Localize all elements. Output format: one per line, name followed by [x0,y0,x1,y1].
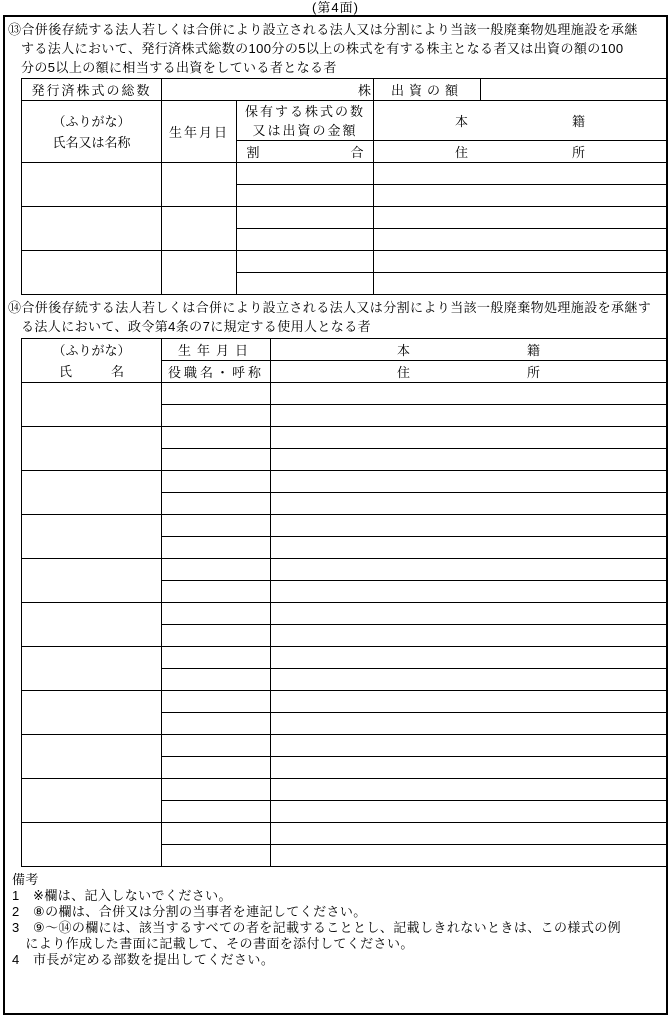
name-entry-cell [22,779,162,823]
birthdate-entry-cell [162,207,237,251]
name-entry-cell [22,515,162,559]
registered-domicile-entry-cell [271,647,667,669]
birthdate-entry-cell [162,779,271,801]
entry-row [22,823,667,845]
address-entry-cell [271,493,667,515]
address-entry-cell [271,405,667,427]
birthdate-entry-cell [162,251,237,295]
section-14-line-1: ⑭合併後存続する法人若しくは合併により設立される法人又は分割により当該一般廃棄物処理施設を承継す [8,300,652,315]
role-entry-cell [162,405,271,427]
role-entry-cell [162,537,271,559]
name-entry-cell [22,427,162,471]
name-entry-cell [22,603,162,647]
registered-domicile-entry-cell [271,471,667,493]
name-entry-cell [22,647,162,691]
ratio-entry-cell [237,273,374,295]
address-entry-cell [374,273,667,295]
entry-row [22,427,667,449]
birthdate-entry-cell [162,163,237,207]
birthdate-entry-cell [162,823,271,845]
employees-table [21,338,667,867]
role-title-header: 役職名・呼称 [162,361,271,383]
entry-row [22,647,667,669]
ratio-header: 割 合 [237,141,374,163]
role-entry-cell [162,669,271,691]
address-entry-cell [271,757,667,779]
birthdate-entry-cell [162,647,271,669]
ratio-entry-cell [237,229,374,251]
employees-entry-rows [22,383,667,867]
investment-amount-label: 出資の額 [374,79,481,101]
entry-row [22,163,667,185]
entry-row [22,515,667,537]
table-header-row [22,101,667,141]
name-entry-cell [22,207,162,251]
registered-domicile-entry-cell [271,691,667,713]
registered-domicile-entry-cell [271,735,667,757]
role-entry-cell [162,493,271,515]
name-label: 氏名又は名称 [52,134,131,150]
entry-row [22,779,667,801]
entry-row [22,207,667,229]
registered-domicile-entry-cell [271,383,667,405]
registered-domicile-entry-cell [374,207,667,229]
name-entry-cell [22,383,162,427]
registered-domicile-entry-cell [271,779,667,801]
entry-row [22,691,667,713]
birthdate-entry-cell [162,427,271,449]
entry-row [22,559,667,581]
name-entry-cell [22,823,162,867]
birthdate-entry-cell [162,559,271,581]
total-shares-value-cell [162,79,374,101]
shares-unit-label: 株 [358,83,372,98]
page-number-title: (第4面) [312,0,359,15]
address-entry-cell [271,449,667,471]
birthdate-column-header: 生年月日 [162,101,237,163]
birthdate-entry-cell [162,691,271,713]
total-shares-label: 発行済株式の総数 [22,79,162,101]
investment-amount-value-cell [481,79,667,101]
registered-domicile-header: 本 籍 [271,339,667,361]
remarks-item-4: 4 市長が定める部数を提出してください。 [12,952,275,967]
registered-domicile-entry-cell [271,515,667,537]
address-entry-cell [374,185,667,207]
birthdate-entry-cell [162,603,271,625]
role-entry-cell [162,625,271,647]
name-entry-cell [22,163,162,207]
address-entry-cell [271,713,667,735]
remarks-section [8,872,663,968]
name-entry-cell [22,251,162,295]
shareholders-table [21,78,667,295]
shares-held-entry-cell [237,163,374,185]
address-entry-cell [271,537,667,559]
remarks-item-2: 2 ⑧の欄は、合併又は分割の当事者を連記してください。 [12,904,367,919]
name-column-header [22,339,162,383]
ratio-entry-cell [237,185,374,207]
role-entry-cell [162,801,271,823]
shareholders-entry-rows [22,163,667,295]
role-entry-cell [162,449,271,471]
shares-held-entry-cell [237,251,374,273]
address-entry-cell [271,845,667,867]
role-entry-cell [162,757,271,779]
remarks-item-3: 3 ⑨～⑭の欄には、該当するすべての者を記載することとし、記載しきれないときは、この様式の例 [12,920,622,935]
section-13-line-2: する法人において、発行済株式総数の100分の5以上の株式を有する株主となる者又は出資の額の100 [21,41,624,56]
address-entry-cell [374,229,667,251]
name-entry-cell [22,559,162,603]
section-14-line-2: る法人において、政令第4条の7に規定する使用人となる者 [21,319,372,334]
shares-held-line-1: 保有する株式の数 [245,103,366,119]
address-entry-cell [271,581,667,603]
entry-row [22,603,667,625]
registered-domicile-entry-cell [271,823,667,845]
role-entry-cell [162,713,271,735]
section-13-heading [8,20,663,77]
role-entry-cell [162,581,271,603]
entry-row [22,735,667,757]
name-entry-cell [22,735,162,779]
shares-held-entry-cell [237,207,374,229]
birthdate-entry-cell [162,515,271,537]
registered-domicile-entry-cell [271,427,667,449]
total-shares-row [22,79,667,101]
birthdate-entry-cell [162,383,271,405]
address-entry-cell [271,625,667,647]
section-13-line-1: ⑬合併後存続する法人若しくは合併により設立される法人又は分割により当該一般廃棄物処理施設を承継 [8,22,638,37]
entry-row [22,383,667,405]
furigana-label: （ふりがな） [52,113,131,129]
furigana-label: （ふりがな） [52,342,131,358]
registered-domicile-header: 本 籍 [374,101,667,141]
remarks-heading: 備考 [12,872,39,887]
name-entry-cell [22,471,162,515]
birthdate-column-header: 生年月日 [162,339,271,361]
birthdate-entry-cell [162,471,271,493]
remarks-item-3-continued: により作成した書面に記載して、その書面を添付してください。 [12,936,414,951]
address-header: 住 所 [271,361,667,383]
registered-domicile-entry-cell [374,163,667,185]
section-13-line-3: 分の5以上の額に相当する出資をしている者となる者 [21,60,337,75]
table-header-row [22,339,667,361]
name-label: 氏 名 [58,363,124,379]
address-entry-cell [271,669,667,691]
birthdate-entry-cell [162,735,271,757]
section-14-heading [8,298,663,336]
shares-held-line-2: 又は出資の金額 [252,122,358,138]
name-entry-cell [22,691,162,735]
form-outer-border [3,15,668,1015]
address-header: 住 所 [374,141,667,163]
registered-domicile-entry-cell [271,603,667,625]
name-column-header [22,101,162,163]
registered-domicile-entry-cell [374,251,667,273]
registered-domicile-entry-cell [271,559,667,581]
entry-row [22,471,667,493]
shares-held-column-header [237,101,374,141]
remarks-item-1: 1 ※欄は、記入しないでください。 [12,888,232,903]
address-entry-cell [271,801,667,823]
entry-row [22,251,667,273]
role-entry-cell [162,845,271,867]
